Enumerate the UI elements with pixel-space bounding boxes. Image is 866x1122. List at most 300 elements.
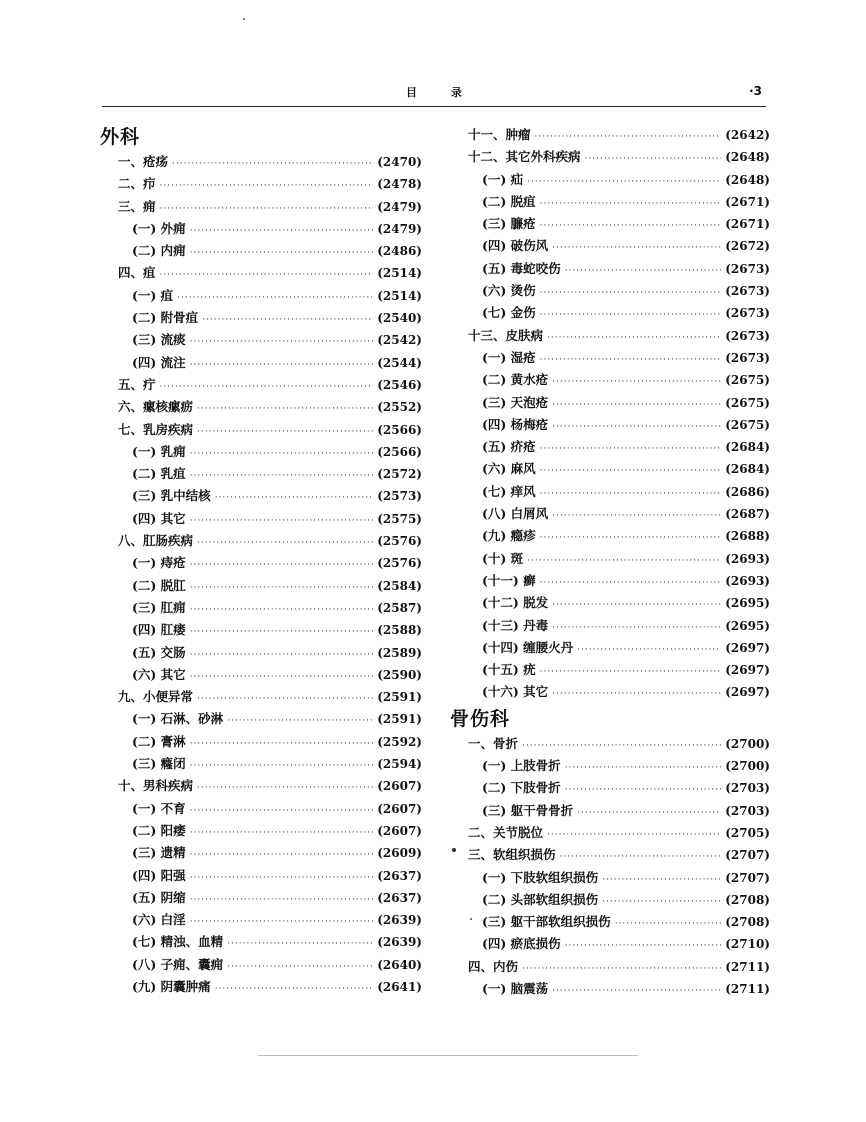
toc-entry-page: (2673) <box>725 261 770 276</box>
toc-entry-page: (2703) <box>725 803 770 818</box>
toc-entry-label: (一) 乳痈 <box>132 443 186 459</box>
toc-entry <box>450 956 770 978</box>
toc-entry-label: (一) 疝 <box>482 171 524 187</box>
toc-leader-dots <box>540 193 722 215</box>
page-title: 目录 <box>406 86 496 99</box>
toc-entry <box>100 218 422 240</box>
toc-leader-dots <box>535 126 722 148</box>
toc-entry <box>100 619 422 641</box>
toc-entry-label: (五) 疥疮 <box>482 439 536 455</box>
toc-entry <box>450 481 770 503</box>
toc-entry-page: (2609) <box>377 846 422 861</box>
toc-entry-label: (十二) 脱发 <box>482 595 549 611</box>
toc-entry <box>450 615 770 637</box>
toc-entry-list <box>100 151 422 998</box>
toc-entry-label: 十、男科疾病 <box>118 778 194 794</box>
toc-leader-dots <box>190 331 374 353</box>
toc-entry-label: (二) 内痈 <box>132 243 186 259</box>
toc-entry <box>100 262 422 284</box>
toc-entry <box>100 753 422 775</box>
toc-entry <box>450 369 770 391</box>
toc-entry-label: (十四) 缠腰火丹 <box>482 639 574 655</box>
toc-entry-page: (2641) <box>377 979 422 994</box>
toc-entry-label: 二、疖 <box>118 176 156 192</box>
toc-entry-page: (2693) <box>725 573 770 588</box>
toc-entry <box>100 374 422 396</box>
toc-entry-label: (二) 头部软组织损伤 <box>482 891 599 907</box>
toc-entry-page: (2673) <box>725 328 770 343</box>
toc-entry-page: (2673) <box>725 306 770 321</box>
toc-entry <box>450 592 770 614</box>
toc-leader-dots <box>602 869 721 891</box>
toc-leader-dots <box>190 242 374 264</box>
section-title-surgery: 外科 <box>100 126 141 148</box>
toc-entry-label: 七、乳房疾病 <box>118 421 194 437</box>
toc-entry-label: (二) 附骨疽 <box>132 310 199 326</box>
toc-entry <box>100 173 422 195</box>
toc-entry-label: (四) 阳强 <box>132 867 186 883</box>
toc-entry-page: (2700) <box>725 736 770 751</box>
toc-entry-label: 五、疔 <box>118 376 156 392</box>
toc-leader-dots <box>190 911 374 933</box>
toc-entry-page: (2697) <box>725 663 770 678</box>
toc-entry <box>100 954 422 976</box>
toc-entry <box>450 889 770 911</box>
toc-entry-label: (十五) 疣 <box>482 662 536 678</box>
toc-leader-dots <box>540 661 722 683</box>
toc-leader-dots <box>565 260 722 282</box>
toc-entry-label: (三) 天泡疮 <box>482 394 549 410</box>
toc-leader-dots <box>190 554 374 576</box>
toc-entry <box>100 865 422 887</box>
toc-leader-dots <box>160 198 374 220</box>
toc-entry <box>450 844 770 866</box>
page-header <box>102 82 766 107</box>
toc-entry-page: (2575) <box>377 511 422 526</box>
toc-entry <box>100 508 422 530</box>
toc-leader-dots <box>552 394 721 416</box>
toc-entry-page: (2590) <box>377 667 422 682</box>
toc-entry-page: (2587) <box>377 600 422 615</box>
toc-leader-dots <box>565 935 722 957</box>
toc-leader-dots <box>190 644 374 666</box>
toc-entry <box>100 463 422 485</box>
toc-entry-label: 四、内伤 <box>468 958 519 974</box>
toc-entry-page: (2705) <box>725 825 770 840</box>
toc-leader-dots <box>540 282 722 304</box>
toc-entry-page: (2684) <box>725 440 770 455</box>
toc-entry <box>100 329 422 351</box>
toc-entry <box>100 485 422 507</box>
toc-leader-dots <box>522 735 721 757</box>
toc-entry-label: (四) 流注 <box>132 354 186 370</box>
toc-entry-page: (2544) <box>377 355 422 370</box>
toc-entry-label: (九) 阴囊肿痛 <box>132 978 211 994</box>
toc-leader-dots <box>177 287 373 309</box>
toc-entry-page: (2546) <box>377 377 422 392</box>
toc-leader-dots <box>160 175 374 197</box>
toc-entry <box>100 352 422 374</box>
toc-entry-label: (八) 子痈、囊痈 <box>132 956 224 972</box>
toc-entry-page: (2687) <box>725 507 770 522</box>
toc-entry <box>450 570 770 592</box>
toc-entry-page: (2711) <box>725 981 770 996</box>
toc-entry-page: (2594) <box>377 757 422 772</box>
toc-entry-label: 八、肛肠疾病 <box>118 533 194 549</box>
toc-entry <box>100 196 422 218</box>
toc-entry <box>450 280 770 302</box>
toc-entry <box>450 213 770 235</box>
toc-entry <box>450 169 770 191</box>
toc-entry-page: (2592) <box>377 734 422 749</box>
toc-entry-page: (2673) <box>725 284 770 299</box>
toc-entry <box>450 146 770 168</box>
toc-leader-dots <box>190 733 374 755</box>
toc-leader-dots <box>190 599 374 621</box>
toc-entry-label: 十三、皮肤病 <box>468 327 544 343</box>
toc-entry-label: 一、骨折 <box>468 735 519 751</box>
toc-entry <box>100 419 422 441</box>
toc-entry-label: 四、疽 <box>118 265 156 281</box>
toc-entry-page: (2640) <box>377 957 422 972</box>
toc-entry <box>100 597 422 619</box>
toc-entry-label: (一) 下肢软组织损伤 <box>482 869 599 885</box>
toc-entry-page: (2637) <box>377 868 422 883</box>
toc-entry-page: (2479) <box>377 199 422 214</box>
toc-entry-page: (2591) <box>377 712 422 727</box>
toc-entry-label: (一) 上肢骨折 <box>482 758 561 774</box>
toc-entry-page: (2697) <box>725 685 770 700</box>
toc-entry-page: (2540) <box>377 311 422 326</box>
toc-leader-dots <box>227 933 373 955</box>
toc-entry-page: (2710) <box>725 937 770 952</box>
toc-leader-dots <box>540 460 722 482</box>
toc-entry-page: (2700) <box>725 759 770 774</box>
toc-entry-page: (2478) <box>377 177 422 192</box>
toc-entry <box>450 733 770 755</box>
toc-leader-dots <box>197 688 373 710</box>
toc-leader-dots <box>577 802 721 824</box>
toc-leader-dots <box>540 572 722 594</box>
toc-entry-page: (2637) <box>377 890 422 905</box>
toc-leader-dots <box>190 621 374 643</box>
toc-entry <box>100 798 422 820</box>
toc-entry <box>100 552 422 574</box>
toc-entry-label: (十一) 癣 <box>482 572 536 588</box>
toc-entry-label: (九) 瘾疹 <box>482 528 536 544</box>
toc-entry-label: 十一、肿瘤 <box>468 127 531 142</box>
scan-speck <box>452 848 456 852</box>
toc-entry-label: (二) 脱疽 <box>482 193 536 209</box>
toc-entry <box>100 909 422 931</box>
toc-entry-page: (2514) <box>377 288 422 303</box>
toc-entry <box>100 842 422 864</box>
toc-entry-list <box>450 124 770 704</box>
toc-entry-page: (2588) <box>377 623 422 638</box>
toc-entry-label: 六、瘰核瘰疬 <box>118 399 194 415</box>
toc-entry-page: (2673) <box>725 350 770 365</box>
toc-entry-label: (三) 肛痈 <box>132 599 186 615</box>
toc-entry <box>100 530 422 552</box>
toc-entry-label: 二、关节脱位 <box>468 824 544 840</box>
toc-leader-dots <box>540 438 722 460</box>
toc-entry-label: (四) 杨梅疮 <box>482 416 549 432</box>
toc-entry-page: (2697) <box>725 640 770 655</box>
toc-entry <box>450 525 770 547</box>
toc-entry-page: (2695) <box>725 596 770 611</box>
toc-entry <box>100 931 422 953</box>
toc-entry-page: (2688) <box>725 529 770 544</box>
toc-leader-dots <box>190 354 374 376</box>
toc-leader-dots <box>197 398 373 420</box>
toc-entry-page: (2707) <box>725 870 770 885</box>
toc-entry-label: (三) 臁疮 <box>482 216 536 232</box>
toc-entry-label: (四) 瘀底损伤 <box>482 936 561 952</box>
toc-entry-label: (一) 脑震荡 <box>482 980 549 996</box>
toc-entry-page: (2707) <box>725 848 770 863</box>
toc-entry <box>100 396 422 418</box>
toc-leader-dots <box>160 264 374 286</box>
toc-leader-dots <box>527 550 721 572</box>
toc-entry <box>450 867 770 889</box>
toc-entry-label: (三) 流痰 <box>132 332 186 348</box>
toc-entry <box>100 664 422 686</box>
toc-entry <box>450 124 770 146</box>
toc-entry-label: (五) 阴缩 <box>132 889 186 905</box>
toc-entry-label: 九、小便异常 <box>118 689 194 705</box>
toc-entry <box>100 731 422 753</box>
toc-leader-dots <box>202 309 373 331</box>
toc-entry <box>450 800 770 822</box>
toc-entry <box>450 414 770 436</box>
toc-entry-page: (2693) <box>725 551 770 566</box>
toc-leader-dots <box>227 956 373 978</box>
toc-entry <box>450 911 770 933</box>
toc-entry <box>450 548 770 570</box>
toc-leader-dots <box>197 421 373 443</box>
toc-entry <box>100 575 422 597</box>
toc-leader-dots <box>190 510 374 532</box>
toc-entry <box>450 458 770 480</box>
toc-leader-dots <box>190 465 374 487</box>
toc-leader-dots <box>540 215 722 237</box>
toc-leader-dots <box>552 594 721 616</box>
toc-entry <box>100 887 422 909</box>
toc-entry-label: 十二、其它外科疾病 <box>468 149 581 165</box>
toc-entry-page: (2648) <box>725 150 770 165</box>
toc-entry-label: (一) 痔疮 <box>132 555 186 571</box>
toc-leader-dots <box>190 889 374 911</box>
toc-leader-dots <box>547 327 721 349</box>
toc-entry-label: (四) 其它 <box>132 510 186 526</box>
toc-entry <box>100 642 422 664</box>
toc-entry-label: (四) 肛瘘 <box>132 622 186 638</box>
toc-entry <box>450 659 770 681</box>
toc-entry-label: (一) 湿疮 <box>482 349 536 365</box>
toc-entry-page: (2642) <box>725 128 770 142</box>
toc-entry-page: (2591) <box>377 690 422 705</box>
toc-entry <box>100 820 422 842</box>
toc-entry-page: (2542) <box>377 333 422 348</box>
toc-entry-label: (二) 乳疽 <box>132 466 186 482</box>
toc-entry-label: (一) 外痈 <box>132 220 186 236</box>
toc-leader-dots <box>227 710 373 732</box>
toc-leader-dots <box>190 443 374 465</box>
toc-leader-dots <box>190 844 374 866</box>
toc-entry <box>450 302 770 324</box>
toc-leader-dots <box>552 505 721 527</box>
toc-entry-page: (2711) <box>725 959 770 974</box>
toc-entry-label: (七) 金伤 <box>482 305 536 321</box>
toc-entry-label: (一) 石淋、砂淋 <box>132 711 224 727</box>
toc-entry <box>450 258 770 280</box>
toc-entry-label: (七) 痒风 <box>482 483 536 499</box>
toc-leader-dots <box>577 639 721 661</box>
toc-leader-dots <box>552 371 721 393</box>
toc-entry-label: 三、痈 <box>118 198 156 214</box>
toc-entry-page: (2479) <box>377 221 422 236</box>
toc-entry-label: (五) 毒蛇咬伤 <box>482 260 561 276</box>
toc-entry-page: (2607) <box>377 801 422 816</box>
toc-leader-dots <box>540 527 722 549</box>
toc-leader-dots <box>527 171 721 193</box>
toc-leader-dots <box>565 779 722 801</box>
toc-leader-dots <box>552 416 721 438</box>
toc-entry <box>450 347 770 369</box>
toc-leader-dots <box>602 891 721 913</box>
toc-entry-page: (2703) <box>725 781 770 796</box>
toc-entry-label: (十) 斑 <box>482 550 524 566</box>
toc-leader-dots <box>552 683 721 705</box>
toc-entry <box>450 436 770 458</box>
toc-entry-label: (一) 疽 <box>132 287 174 303</box>
toc-entry-list <box>450 733 770 1001</box>
toc-entry-label: (三) 遗精 <box>132 845 186 861</box>
toc-entry-page: (2566) <box>377 444 422 459</box>
toc-entry-page: (2607) <box>377 823 422 838</box>
toc-entry-label: (三) 躯干骨骨折 <box>482 802 574 818</box>
toc-leader-dots <box>172 153 373 175</box>
toc-entry-label: (十三) 丹毒 <box>482 617 549 633</box>
toc-leader-dots <box>615 913 722 935</box>
toc-entry-page: (2607) <box>377 779 422 794</box>
toc-entry <box>100 285 422 307</box>
toc-entry-label: (三) 癃闭 <box>132 756 186 772</box>
toc-entry-page: (2672) <box>725 239 770 254</box>
toc-entry-label: (六) 其它 <box>132 666 186 682</box>
toc-entry-page: (2675) <box>725 417 770 432</box>
toc-leader-dots <box>547 824 721 846</box>
toc-leader-dots <box>215 978 374 1000</box>
toc-entry-page: (2589) <box>377 645 422 660</box>
scan-speck <box>243 18 245 20</box>
toc-leader-dots <box>160 376 374 398</box>
toc-entry <box>450 392 770 414</box>
toc-entry-label: (三) 乳中结核 <box>132 488 211 504</box>
toc-leader-dots <box>215 487 374 509</box>
toc-entry-label: (八) 白屑风 <box>482 506 549 522</box>
toc-entry-page: (2708) <box>725 892 770 907</box>
toc-leader-dots <box>190 666 374 688</box>
toc-entry-label: (二) 脱肛 <box>132 577 186 593</box>
page-number: ·3 <box>749 84 762 98</box>
toc-entry-page: (2576) <box>377 534 422 549</box>
toc-entry-page: (2486) <box>377 244 422 259</box>
toc-entry <box>450 235 770 257</box>
toc-leader-dots <box>197 777 373 799</box>
toc-leader-dots <box>552 237 721 259</box>
toc-entry <box>450 978 770 1000</box>
toc-entry-label: (二) 膏淋 <box>132 733 186 749</box>
toc-entry-page: (2639) <box>377 935 422 950</box>
toc-entry-label: (二) 下肢骨折 <box>482 780 561 796</box>
toc-entry <box>100 686 422 708</box>
toc-entry-label: (三) 躯干部软组织损伤 <box>482 914 611 930</box>
toc-entry-label: (四) 破伤风 <box>482 238 549 254</box>
toc-entry <box>100 307 422 329</box>
toc-entry <box>450 681 770 703</box>
toc-entry-label: (六) 麻风 <box>482 461 536 477</box>
toc-leader-dots <box>585 148 722 170</box>
toc-entry-page: (2675) <box>725 373 770 388</box>
toc-leader-dots <box>190 822 374 844</box>
toc-leader-dots <box>190 800 374 822</box>
toc-leader-dots <box>540 349 722 371</box>
toc-entry <box>450 503 770 525</box>
toc-leader-dots <box>540 304 722 326</box>
toc-entry <box>450 755 770 777</box>
toc-left-column <box>100 124 422 998</box>
toc-right-column <box>450 124 770 1000</box>
scan-speck <box>470 918 472 920</box>
toc-entry-label: (二) 黄水疮 <box>482 372 549 388</box>
toc-entry-page: (2671) <box>725 217 770 232</box>
toc-entry-label: 一、疮疡 <box>118 154 169 169</box>
toc-entry-page: (2576) <box>377 556 422 571</box>
toc-entry <box>450 191 770 213</box>
toc-entry-page: (2648) <box>725 172 770 187</box>
toc-leader-dots <box>197 532 373 554</box>
toc-entry-page: (2684) <box>725 462 770 477</box>
toc-leader-dots <box>190 220 374 242</box>
toc-entry <box>450 933 770 955</box>
toc-entry <box>450 822 770 844</box>
toc-entry <box>450 637 770 659</box>
toc-entry-label: (一) 不育 <box>132 800 186 816</box>
toc-entry-label: (二) 阳痿 <box>132 822 186 838</box>
scan-speck <box>258 1055 638 1056</box>
toc-entry-label: (六) 烫伤 <box>482 283 536 299</box>
toc-entry <box>100 240 422 262</box>
toc-leader-dots <box>565 757 722 779</box>
toc-entry-page: (2566) <box>377 422 422 437</box>
toc-entry <box>100 441 422 463</box>
toc-leader-dots <box>190 577 374 599</box>
toc-leader-dots <box>190 867 374 889</box>
toc-entry-page: (2675) <box>725 395 770 410</box>
toc-entry-page: (2671) <box>725 194 770 209</box>
section-title-orthopedics: 骨伤科 <box>450 707 511 730</box>
toc-leader-dots <box>190 755 374 777</box>
toc-entry-page: (2552) <box>377 400 422 415</box>
toc-entry <box>450 777 770 799</box>
toc-entry-label: 三、软组织损伤 <box>468 847 556 863</box>
toc-leader-dots <box>552 617 721 639</box>
toc-leader-dots <box>522 958 721 980</box>
toc-entry-page: (2573) <box>377 489 422 504</box>
toc-entry-page: (2584) <box>377 578 422 593</box>
toc-entry-page: (2639) <box>377 913 422 928</box>
